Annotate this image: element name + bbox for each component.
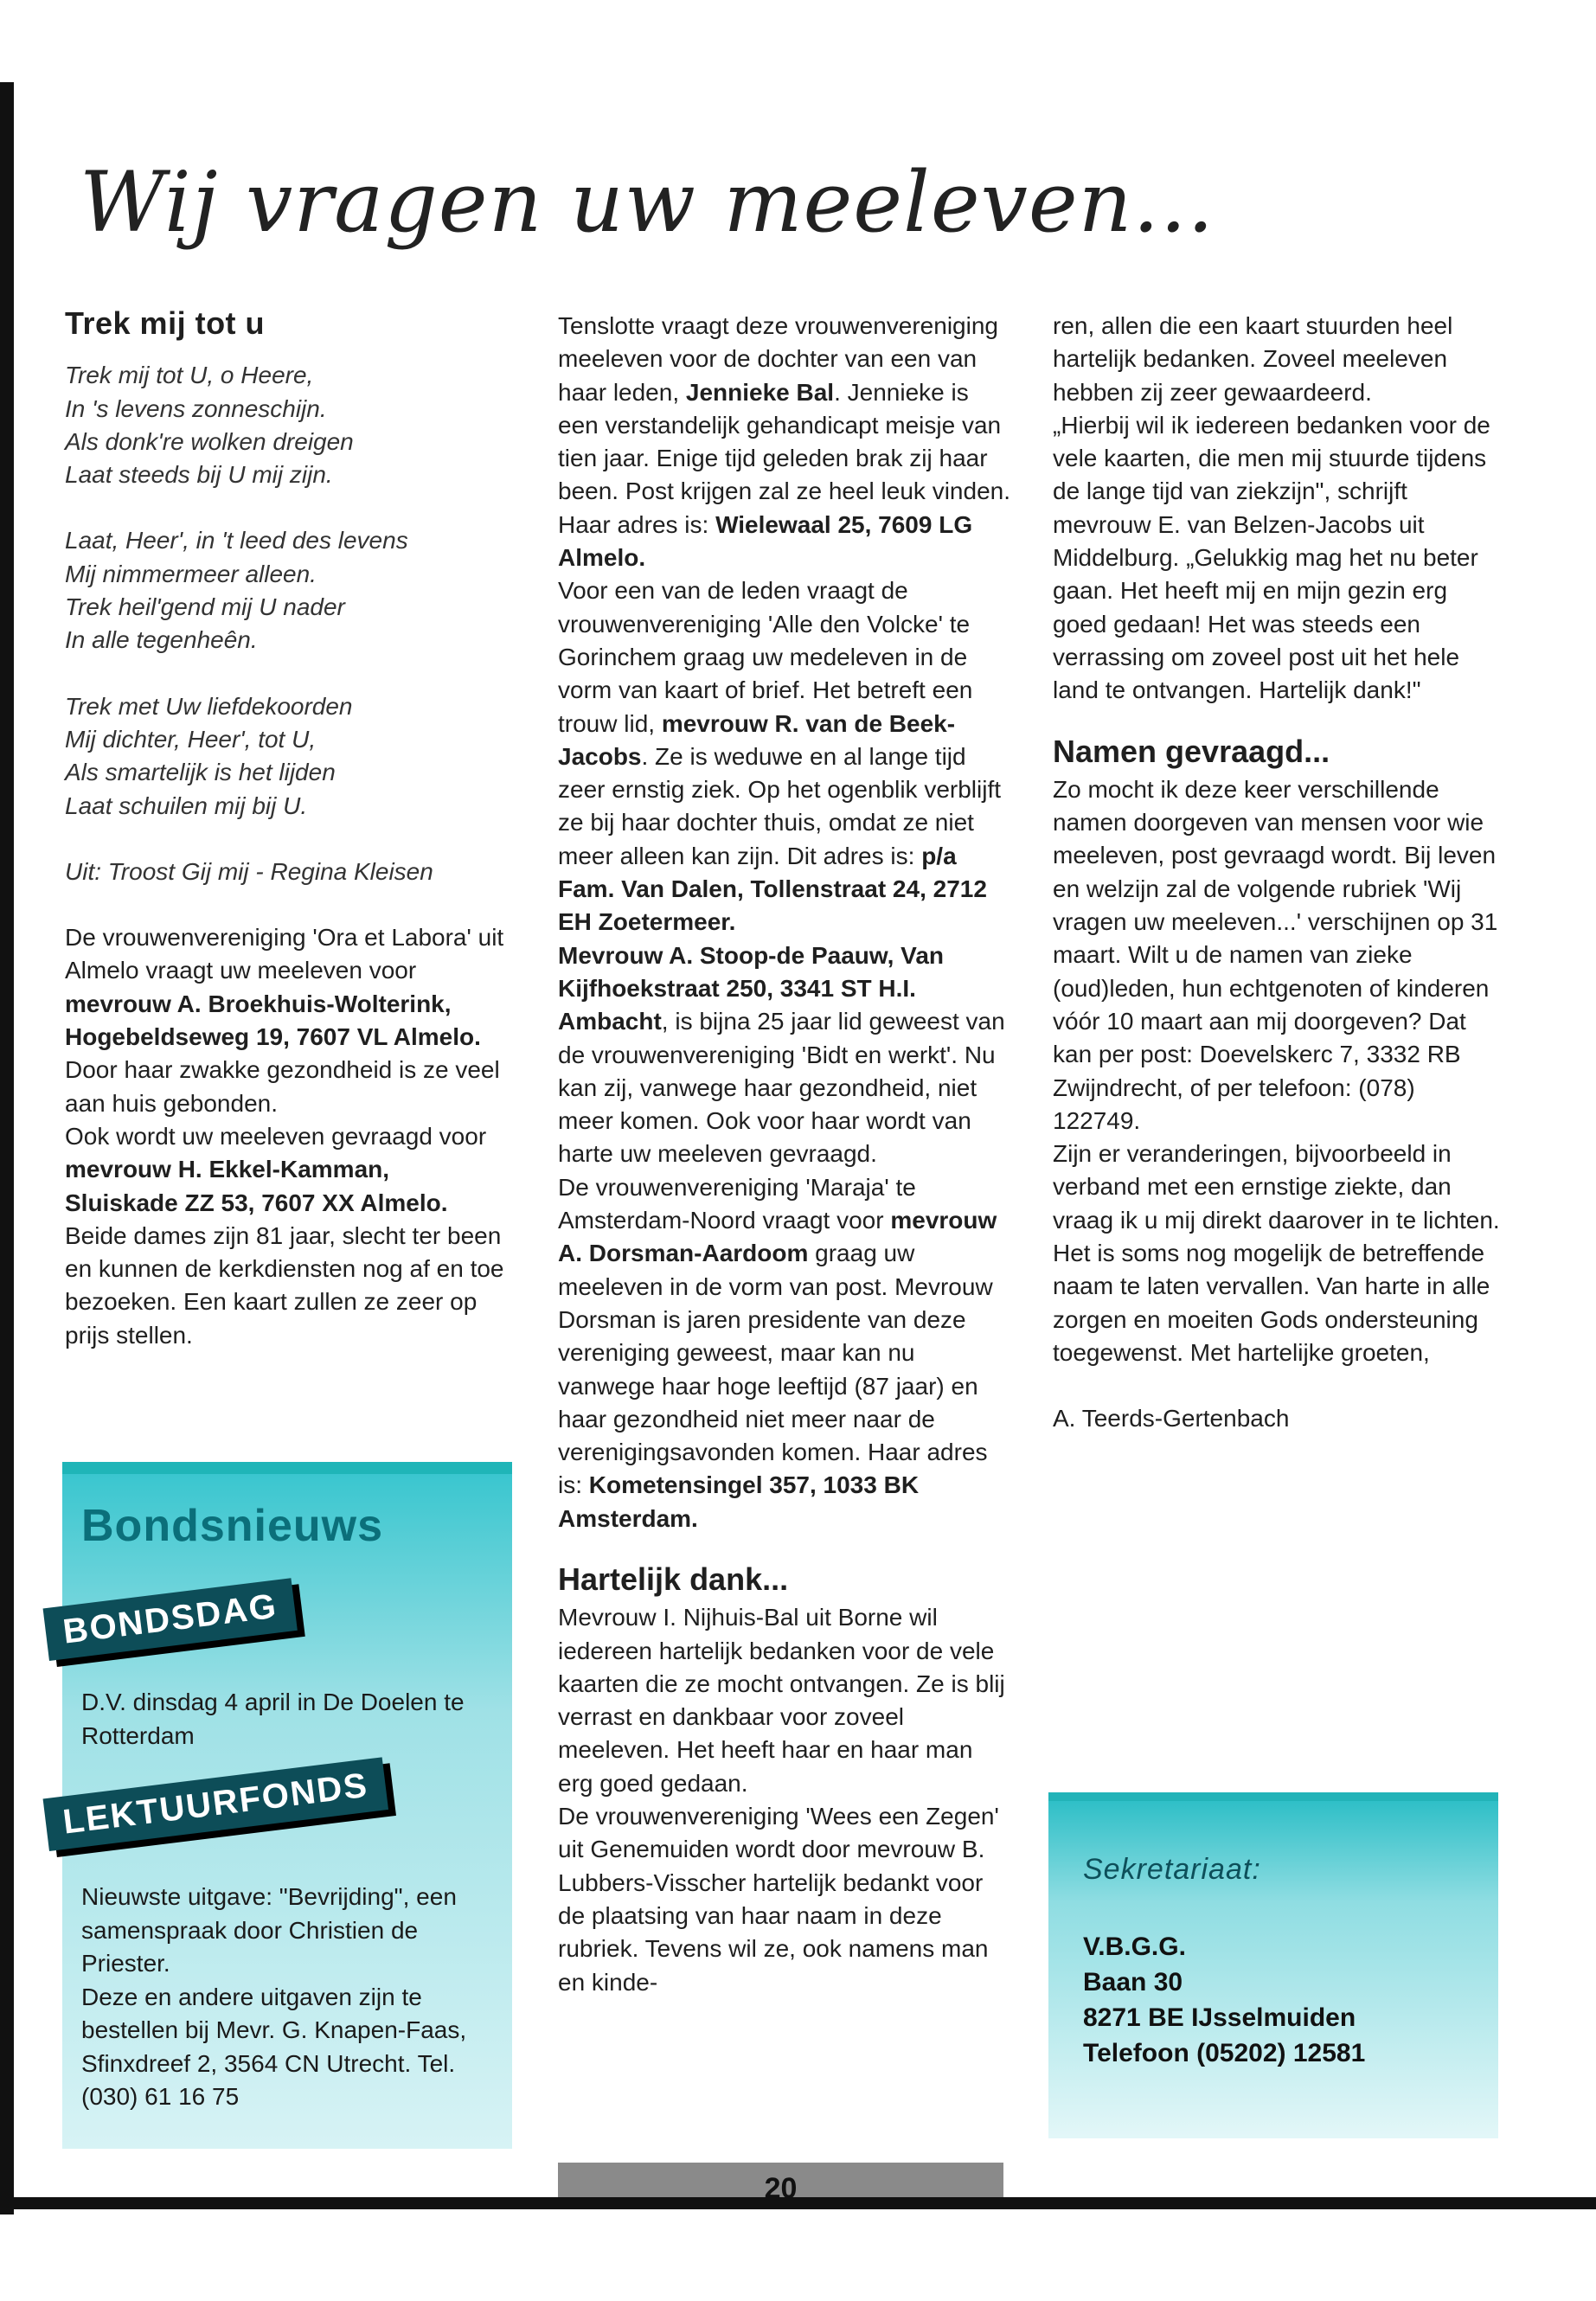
poem-line: Trek heil'gend mij U nader <box>65 593 345 621</box>
poem <box>65 359 506 888</box>
poem-line: Laat steeds bij U mij zijn. <box>65 461 333 489</box>
address-line: Telefoon (05202) 12581 <box>1083 2039 1366 2067</box>
paragraph: Zijn er veranderingen, bijvoorbeeld in verband met een ernstige ziekte, dan vraag ik u mij direkt daarover in te lichten. <box>1053 1140 1500 1234</box>
paragraph: De vrouwenvereniging 'Wees een Zegen' uit Genemuiden wordt door mevrouw B. Lubbers-Visscher hartelijk bedankt voor de plaatsing van haar naam in deze rubriek. Tevens wil ze, ook namens man en kinde- <box>558 1803 999 1996</box>
page-number: 20 <box>558 2163 1003 2197</box>
address-line: 8271 BE IJsselmuiden <box>1083 2003 1356 2032</box>
bondsdag-text: D.V. dinsdag 4 april in De Doelen te Rotterdam <box>81 1689 465 1749</box>
poem-heading: Trek mij tot u <box>65 305 266 341</box>
poem-line: Trek met Uw liefdekoorden <box>65 692 353 720</box>
paragraph: „Hierbij wil ik iedereen bedanken voor de vele kaarten, die men mij stuurde tijdens de lange tijd van ziekzijn", schrijft mevrouw E. van Belzen-Jacobs uit Middelburg. „Gelukkig mag het nu beter gaan. Het heeft mij en mijn gezin erg goed gedaan! Het was steeds een verrassing om zoveel post uit het hele land te ontvangen. Hartelijk dank!" <box>1053 411 1490 704</box>
lektuurfonds-tag: LEKTUURFONDS <box>43 1757 389 1851</box>
poem-line: Als donk're wolken dreigen <box>65 427 354 455</box>
poem-line: Laat, Heer', in 't leed des levens <box>65 527 408 554</box>
poem-line: Als smartelijk is het lijden <box>65 759 336 786</box>
bondsnieuws-title: Bondsnieuws <box>81 1501 384 1551</box>
poem-line: Mij dichter, Heer', tot U, <box>65 725 317 753</box>
paragraph: ren, allen die een kaart stuurden heel hartelijk bedanken. Zoveel meeleven hebben zij zeer gewaardeerd. <box>1053 312 1453 406</box>
paragraph: Ook wordt uw meeleven gevraagd voor mevrouw H. Ekkel-Kamman, Sluiskade ZZ 53, 7607 XX Almelo. Beide dames zijn 81 jaar, slecht ter been en kunnen de kerkdiensten nog af en toe bezoeken. Een kaart zullen ze zeer op prijs stellen. <box>65 1122 504 1349</box>
paragraph: Zo mocht ik deze keer verschillende namen doorgeven van mensen voor wie meeleven, post gevraagd wordt. Bij leven en welzijn zal de volgende rubriek 'Wij vragen uw meeleven...' verschijnen op 31 maart. Wilt u de namen van zieke (oud)leden, hun echtgenoten of kinderen vóór 10 maart aan mij doorgeven? Dat kan per post: Doevelskerc 7, 3332 RB Zwijndrecht, of per telefoon: (078) 122749. <box>1053 775 1498 1134</box>
section-heading-dank: Hartelijk dank... <box>558 1561 789 1597</box>
bondsdag-tag: BONDSDAG <box>43 1578 298 1661</box>
paragraph: Mevrouw A. Stoop-de Paauw, Van Kijfhoekstraat 250, 3341 ST H.I. Ambacht, is bijna 25 jaar lid geweest van de vrouwenvereniging 'Bidt en werkt'. Nu kan zij, vanwege haar gezondheid, niet meer komen. Ook voor haar wordt van harte uw meeleven gevraagd. <box>558 941 1005 1168</box>
paragraph: Het is soms nog mogelijk de betreffende naam te laten vervallen. Van harte in alle zorgen en moeiten Gods ondersteuning toegewenst. Met hartelijke groeten, <box>1053 1240 1490 1366</box>
poem-line: Trek mij tot U, o Heere, <box>65 362 314 389</box>
poem-line: Mij nimmermeer alleen. <box>65 560 317 587</box>
column-1 <box>65 307 506 1352</box>
address-line: Baan 30 <box>1083 1968 1183 1997</box>
poem-source: Uit: Troost Gij mij - Regina Kleisen <box>65 857 433 885</box>
poem-line: In 's levens zonneschijn. <box>65 394 327 422</box>
page-title: Wij vragen uw meeleven... <box>80 154 1215 251</box>
poem-line: In alle tegenheên. <box>65 626 258 654</box>
sekretariaat-address <box>1083 1929 1365 2071</box>
left-margin-rule <box>0 82 14 2214</box>
lektuurfonds-text: Nieuwste uitgave: "Bevrijding", een samenspraak door Christien de Priester. Deze en andere uitgaven zijn te bestellen bij Mevr. G. Knapen-Faas, Sfinxdreef 2, 3564 CN Utrecht. Tel. (030) 61 16 75 <box>81 1883 467 2110</box>
paragraph: Voor een van de leden vraagt de vrouwenvereniging 'Alle den Volcke' te Gorinchem graag uw medeleven in de vorm van kaart of brief. Het betreft een trouw lid, mevrouw R. van de Beek-Jacobs. Ze is weduwe en al lange tijd zeer ernstig ziek. Op het ogenblik verblijft ze bij haar dochter thuis, omdat ze niet meer alleen kan zijn. Dit adres is: p/a Fam. Van Dalen, Tollenstraat 24, 2712 EH Zoetermeer. <box>558 577 1002 936</box>
column-2 <box>558 310 1012 1999</box>
poem-line: Laat schuilen mij bij U. <box>65 792 308 819</box>
bottom-rule <box>0 2197 1596 2209</box>
signature: A. Teerds-Gertenbach <box>1053 1405 1290 1433</box>
column-3 <box>1053 310 1503 1436</box>
paragraph: De vrouwenvereniging 'Ora et Labora' uit Almelo vraagt uw meeleven voor mevrouw A. Broekhuis-Wolterink, Hogebeldseweg 19, 7607 VL Almelo. Door haar zwakke gezondheid is ze veel aan huis gebonden. <box>65 924 504 1117</box>
section-heading-namen: Namen gevraagd... <box>1053 733 1330 769</box>
sekretariaat-label: Sekretariaat: <box>1083 1853 1261 1886</box>
paragraph: De vrouwenvereniging 'Maraja' te Amsterdam-Noord vraagt voor mevrouw A. Dorsman-Aardoom graag uw meeleven in de vorm van post. Mevrouw Dorsman is jaren presidente van deze vereniging geweest, maar kan nu vanwege haar hoge leeftijd (87 jaar) en haar gezondheid niet meer naar de verenigingsavonden komen. Haar adres is: Kometensingel 357, 1033 BK Amsterdam. <box>558 1173 997 1532</box>
paragraph: Tenslotte vraagt deze vrouwenvereniging meeleven voor de dochter van een van haar leden, Jennieke Bal. Jennieke is een verstandelijk gehandicapt meisje van tien jaar. Enige tijd geleden brak zij haar been. Post krijgen zal ze heel leuk vinden. Haar adres is: Wielewaal 25, 7609 LG Almelo. <box>558 312 1010 572</box>
sekretariaat-box <box>1048 1792 1498 2138</box>
address-line: V.B.G.G. <box>1083 1932 1186 1961</box>
paragraph: Mevrouw I. Nijhuis-Bal uit Borne wil iedereen hartelijk bedanken voor de vele kaarten die ze mocht ontvangen. Ze is blij verrast en dankbaar voor zoveel meeleven. Het heeft haar en haar man erg goed gedaan. <box>558 1604 1005 1797</box>
bondsnieuws-box <box>62 1462 512 2149</box>
